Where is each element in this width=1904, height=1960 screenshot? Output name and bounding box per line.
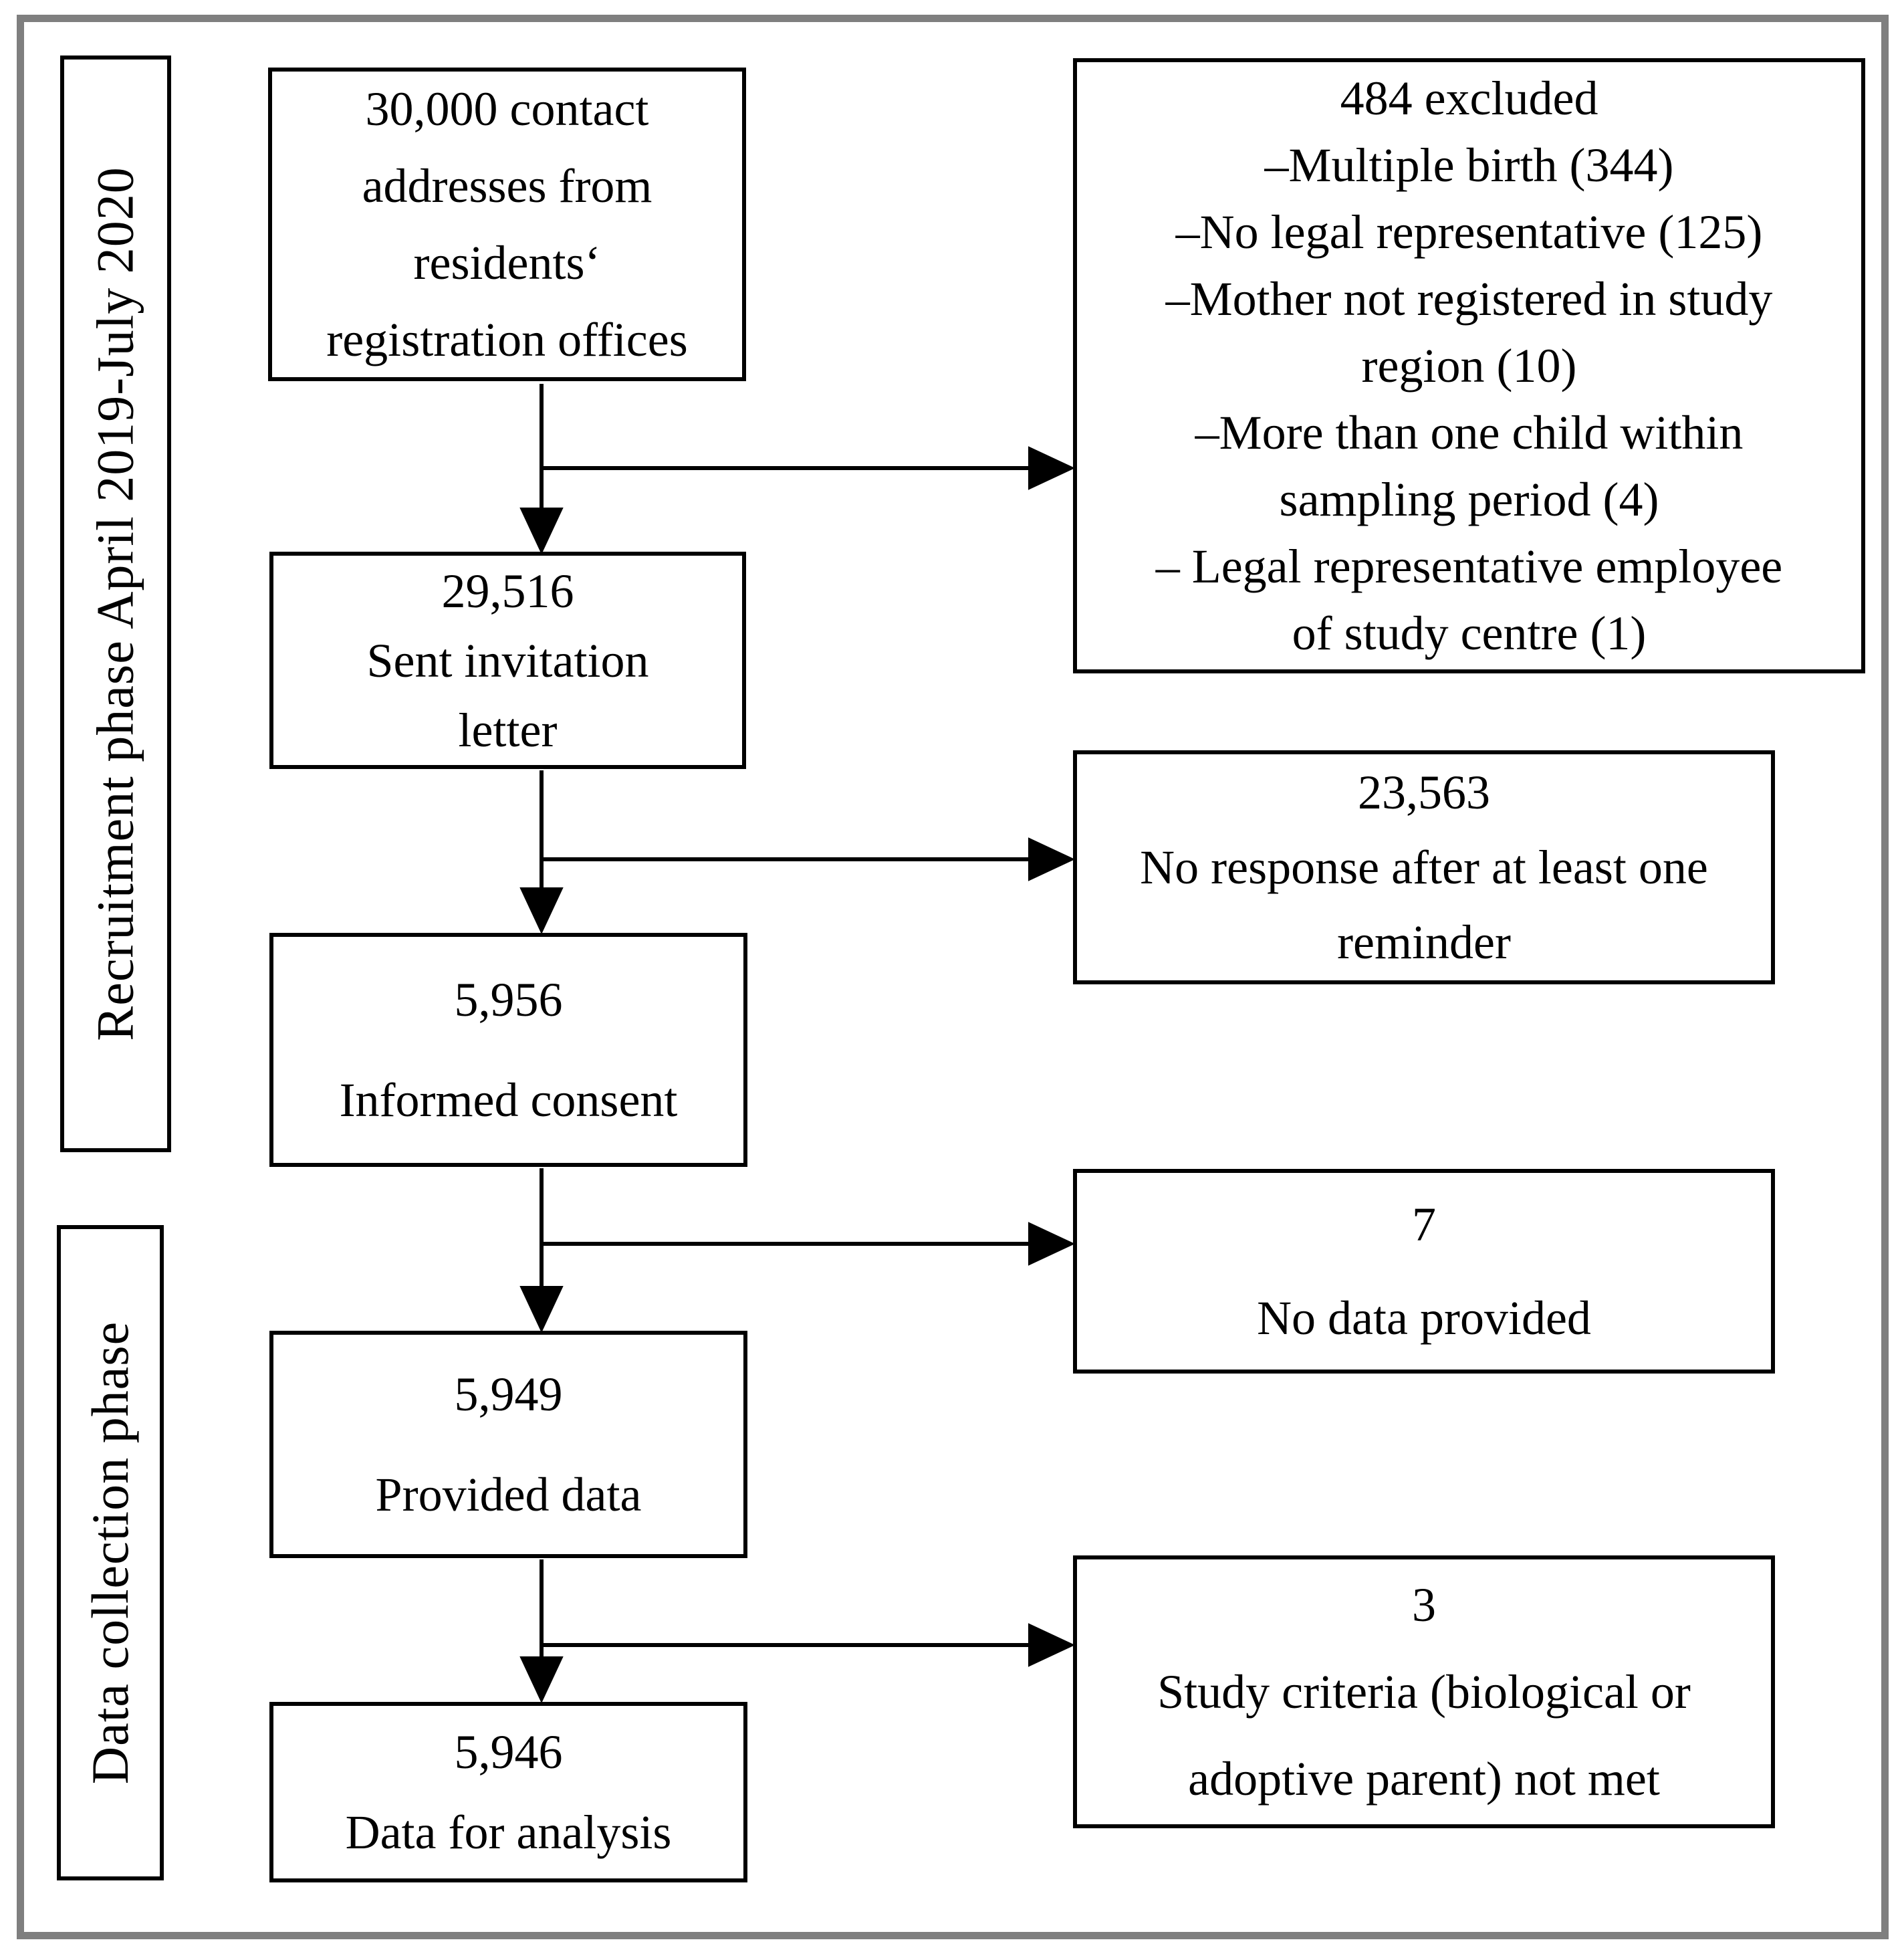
box-text-line: 484 excluded — [1340, 72, 1598, 125]
box-text-line: Study criteria (biological or — [1157, 1665, 1691, 1719]
box-text-line: Informed consent — [339, 1073, 678, 1127]
box-text-line: No response after at least one — [1140, 841, 1708, 894]
box-text-line: 29,516 — [441, 564, 574, 618]
box-text-line: Data for analysis — [345, 1806, 672, 1859]
box-informed-consent — [269, 933, 747, 1167]
box-excluded — [1073, 58, 1865, 673]
box-data-for-analysis — [269, 1702, 747, 1882]
box-text-line: 5,949 — [454, 1368, 563, 1421]
box-text-line: –Mother not registered in study — [1165, 272, 1773, 326]
box-provided-data — [269, 1331, 747, 1558]
box-text-line: addresses from — [362, 158, 652, 213]
box-text-line: residents‘ — [413, 235, 601, 290]
box-text-line: reminder — [1337, 915, 1511, 969]
phase-label-recruitment — [60, 56, 171, 1152]
box-text-line: region (10) — [1361, 339, 1577, 393]
phase-label-data-collection — [57, 1225, 164, 1880]
box-contact-addresses — [268, 68, 746, 381]
phase-label-data-collection-text: Data collection phase — [81, 1321, 140, 1785]
box-text-line: 3 — [1412, 1578, 1436, 1632]
box-text-line: 30,000 contact — [365, 82, 649, 136]
box-text-line: 7 — [1412, 1198, 1436, 1251]
box-text-line: of study centre (1) — [1292, 607, 1647, 660]
box-sent-invitation — [269, 552, 746, 769]
box-text-line: Provided data — [375, 1468, 642, 1521]
box-text-line: –More than one child within — [1195, 406, 1744, 459]
box-no-data-provided — [1073, 1169, 1775, 1374]
box-text-line: sampling period (4) — [1279, 473, 1659, 526]
box-text-line: registration offices — [326, 312, 688, 366]
box-text-line: adoptive parent) not met — [1188, 1752, 1660, 1806]
box-no-response — [1073, 750, 1775, 984]
box-text-line: 5,956 — [454, 973, 563, 1026]
box-text-line: Sent invitation — [366, 633, 649, 687]
box-text-line: 5,946 — [454, 1725, 563, 1779]
box-text-line: letter — [458, 703, 558, 757]
box-text-line: No data provided — [1257, 1291, 1591, 1345]
box-text-line: –Multiple birth (344) — [1264, 138, 1674, 192]
box-criteria-not-met — [1073, 1555, 1775, 1828]
box-text-line: 23,563 — [1358, 766, 1490, 819]
phase-label-recruitment-text: Recruitment phase April 2019-July 2020 — [86, 167, 145, 1041]
box-text-line: –No legal representative (125) — [1175, 205, 1763, 259]
box-text-line: – Legal representative employee — [1155, 540, 1783, 593]
